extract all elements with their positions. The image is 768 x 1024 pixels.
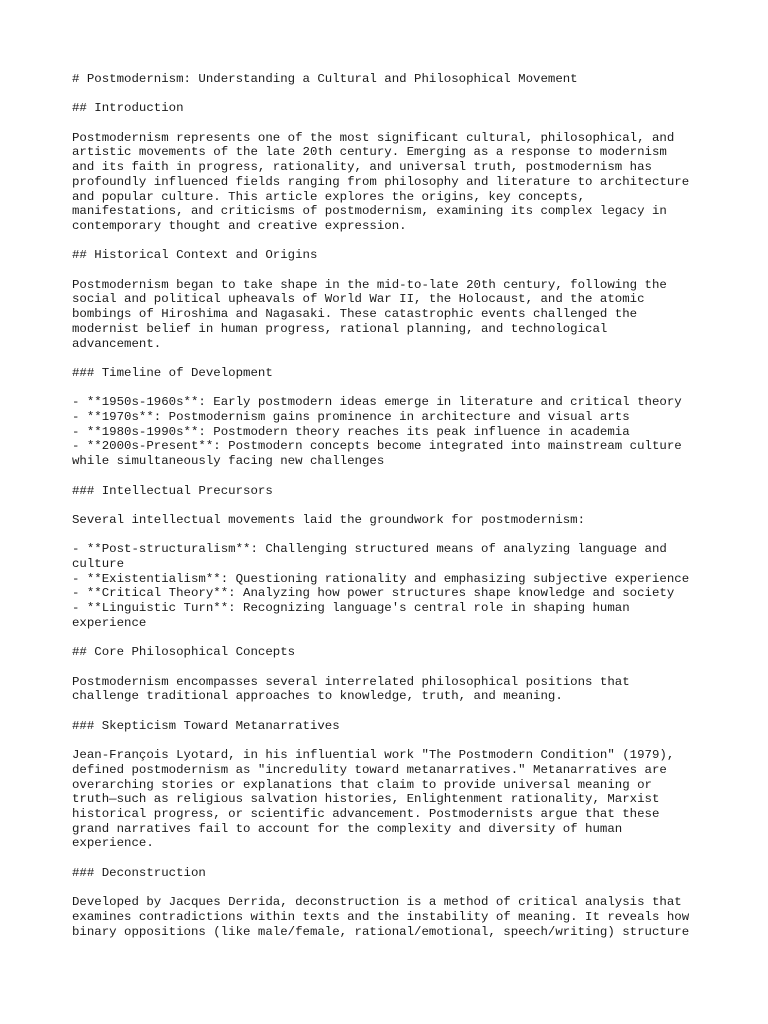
text-line: challenge traditional approaches to knowledge, truth, and meaning.	[72, 689, 563, 704]
text-line: Jean-François Lyotard, in his influential work "The Postmodern Condition" (1979),	[72, 748, 675, 763]
text-line: and its faith in progress, rationality, and universal truth, postmodernism has	[72, 160, 652, 175]
list-item: - **Critical Theory**: Analyzing how power structures shape knowledge and society	[72, 586, 675, 601]
text-line: defined postmodernism as "incredulity toward metanarratives." Metanarratives are	[72, 762, 667, 777]
blank-line	[72, 263, 728, 278]
text-line: social and political upheavals of World War II, the Holocaust, and the atomic	[72, 292, 645, 307]
list-item: - **1950s-1960s**: Early postmodern ideas emerge in literature and critical theory	[72, 395, 682, 410]
text-line: Postmodernism encompasses several interrelated philosophical positions that	[72, 674, 630, 689]
list-item: - **1970s**: Postmodernism gains prominence in architecture and visual arts	[72, 410, 630, 425]
text-line: while simultaneously facing new challenges	[72, 454, 385, 469]
text-line: binary oppositions (like male/female, rational/emotional, speech/writing) structure	[72, 924, 690, 939]
subsection-heading: ### Deconstruction	[72, 865, 206, 880]
text-line: contemporary thought and creative expression.	[72, 219, 407, 233]
section-heading: ## Core Philosophical Concepts	[72, 645, 296, 660]
text-line: Postmodernism began to take shape in the mid-to-late 20th century, following the	[72, 277, 667, 292]
text-line: historical progress, or scientific advancement. Postmodernists argue that these	[72, 806, 660, 821]
list-item: - **2000s-Present**: Postmodern concepts become integrated into mainstream culture	[72, 439, 682, 454]
blank-line	[72, 498, 728, 513]
text-line: overarching stories or explanations that claim to provide universal meaning or	[72, 777, 652, 792]
blank-line	[72, 381, 728, 396]
text-line: manifestations, and criticisms of postmodernism, examining its complex legacy in	[72, 204, 667, 219]
subsection-heading: ### Intellectual Precursors	[72, 483, 273, 498]
text-line: culture	[72, 557, 125, 572]
text-line: Postmodernism represents one of the most significant cultural, philosophical, and	[72, 130, 675, 145]
list-item: - **1980s-1990s**: Postmodern theory reaches its peak influence in academia	[72, 424, 630, 439]
document-title: # Postmodernism: Understanding a Cultural and Philosophical Movement	[72, 72, 578, 86]
text-line: modernist belief in human progress, rational planning, and technological	[72, 321, 608, 336]
text-line: experience	[72, 615, 147, 630]
text-line: advancement.	[72, 336, 162, 351]
blank-line	[72, 116, 728, 131]
text-line: artistic movements of the late 20th century. Emerging as a response to modernism	[72, 145, 667, 160]
section-heading: ## Introduction	[72, 101, 184, 116]
text-line: profoundly influenced fields ranging from philosophy and literature to architecture	[72, 174, 690, 189]
text-line: Developed by Jacques Derrida, deconstruction is a method of critical analysis that	[72, 895, 682, 910]
list-item: - **Existentialism**: Questioning rationality and emphasizing subjective experience	[72, 571, 690, 586]
blank-line	[72, 733, 728, 748]
blank-line	[72, 631, 728, 646]
text-line: examines contradictions within texts and the instability of meaning. It reveals how	[72, 909, 690, 924]
blank-line	[72, 87, 728, 102]
text-line: truth—such as religious salvation histories, Enlightenment rationality, Marxist	[72, 792, 660, 807]
blank-line	[72, 528, 728, 543]
subsection-heading: ### Skepticism Toward Metanarratives	[72, 718, 340, 733]
subsection-heading: ### Timeline of Development	[72, 365, 273, 380]
blank-line	[72, 351, 728, 366]
section-heading: ## Historical Context and Origins	[72, 248, 318, 263]
blank-line	[72, 851, 728, 866]
text-line: Several intellectual movements laid the groundwork for postmodernism:	[72, 512, 586, 527]
text-line: and popular culture. This article explores the origins, key concepts,	[72, 189, 586, 204]
blank-line	[72, 469, 728, 484]
blank-line	[72, 704, 728, 719]
text-line: bombings of Hiroshima and Nagasaki. These catastrophic events challenged the	[72, 307, 638, 322]
blank-line	[72, 234, 728, 249]
blank-line	[72, 880, 728, 895]
blank-line	[72, 660, 728, 675]
list-item: - **Linguistic Turn**: Recognizing language's central role in shaping human	[72, 601, 630, 616]
text-line: grand narratives fail to account for the complexity and diversity of human	[72, 821, 623, 836]
list-item: - **Post-structuralism**: Challenging structured means of analyzing language and	[72, 542, 667, 557]
text-line: experience.	[72, 836, 154, 851]
